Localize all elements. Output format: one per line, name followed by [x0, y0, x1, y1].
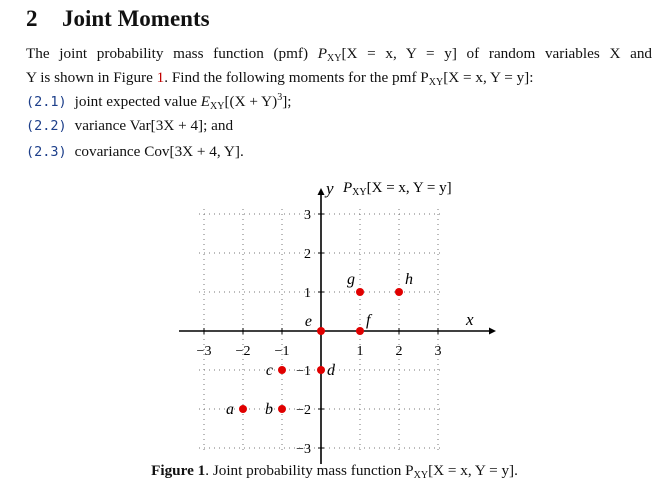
point-label: a — [226, 401, 234, 418]
point-label: g — [347, 271, 355, 288]
y-tick-label: 2 — [304, 247, 311, 262]
item-exponent: 3 — [277, 92, 283, 103]
x-axis-label: x — [466, 310, 474, 329]
axes — [179, 188, 496, 464]
item-tag: (2.1) — [26, 94, 67, 111]
point-label: h — [405, 271, 413, 288]
caption-subscript: XY — [413, 470, 429, 481]
pmf-subscript: XY — [327, 53, 342, 64]
y-tick-label: −3 — [296, 442, 311, 457]
item-tag: (2.2) — [26, 118, 67, 134]
pmf-symbol: P — [317, 45, 328, 62]
pmf-point — [278, 366, 286, 374]
intro-text: . Find the following moments for the pmf P — [164, 69, 429, 86]
intro-text: Y is shown in Figure — [26, 69, 157, 86]
y-tick-label: 3 — [304, 208, 311, 223]
caption-text: [X = x, Y = y]. — [428, 462, 518, 479]
point-label: c — [265, 362, 273, 379]
chart-title — [342, 180, 452, 198]
point-label: b — [265, 401, 273, 418]
chart-title-sub: XY — [352, 187, 367, 198]
pmf-point — [239, 405, 247, 413]
figure-reference-link[interactable]: 1 — [156, 69, 165, 86]
x-tick-label: 1 — [356, 344, 364, 359]
point-label: d — [327, 362, 335, 379]
x-tick-label: 3 — [434, 344, 442, 359]
expectation-subscript: XY — [210, 101, 225, 113]
section-title: Joint Moments — [62, 6, 210, 31]
chart-title-main: P — [343, 180, 353, 196]
chart-title-rest: [X = x, Y = y] — [366, 180, 452, 196]
expectation-symbol: E — [200, 93, 211, 111]
y-axis-arrow — [318, 188, 325, 195]
point-label: f — [366, 312, 371, 329]
item-text: variance Var[3X + 4]; and — [74, 117, 234, 134]
caption-text: . Joint probability mass function P — [205, 462, 414, 479]
pmf-point — [317, 327, 325, 335]
pmf-subscript: XY — [428, 77, 444, 88]
y-tick-label: −2 — [296, 403, 311, 418]
pmf-point — [356, 327, 364, 335]
x-tick-label: 2 — [395, 344, 403, 359]
item-text: joint expected value — [74, 93, 201, 111]
item-tag: (2.3) — [26, 144, 67, 160]
y-tick-label: 1 — [304, 286, 311, 301]
pmf-point — [356, 288, 364, 296]
item-expression: [(X + Y) — [224, 93, 278, 111]
pmf-point — [278, 405, 286, 413]
pmf-point — [317, 366, 325, 374]
pmf-points — [226, 271, 413, 418]
pmf-point — [395, 288, 403, 296]
intro-text: [X = x, Y = y]: — [443, 69, 534, 86]
caption-label: Figure 1 — [151, 462, 206, 479]
x-tick-label: −1 — [274, 344, 290, 359]
intro-text: [X = x, Y = y] of random variables X and — [341, 45, 653, 62]
point-label: e — [304, 313, 312, 330]
x-axis-arrow — [489, 328, 496, 335]
x-tick-label: −3 — [196, 344, 212, 359]
y-axis-label: y — [326, 179, 334, 198]
figure-caption — [0, 462, 669, 481]
section-number: 2 — [26, 6, 38, 31]
item-text: covariance Cov[3X + 4, Y]. — [74, 143, 244, 160]
x-tick-label: −2 — [235, 344, 251, 359]
intro-text: The joint probability mass function (pmf) — [26, 45, 318, 62]
y-tick-label: −1 — [296, 364, 311, 379]
item-end: ]; — [282, 93, 292, 111]
